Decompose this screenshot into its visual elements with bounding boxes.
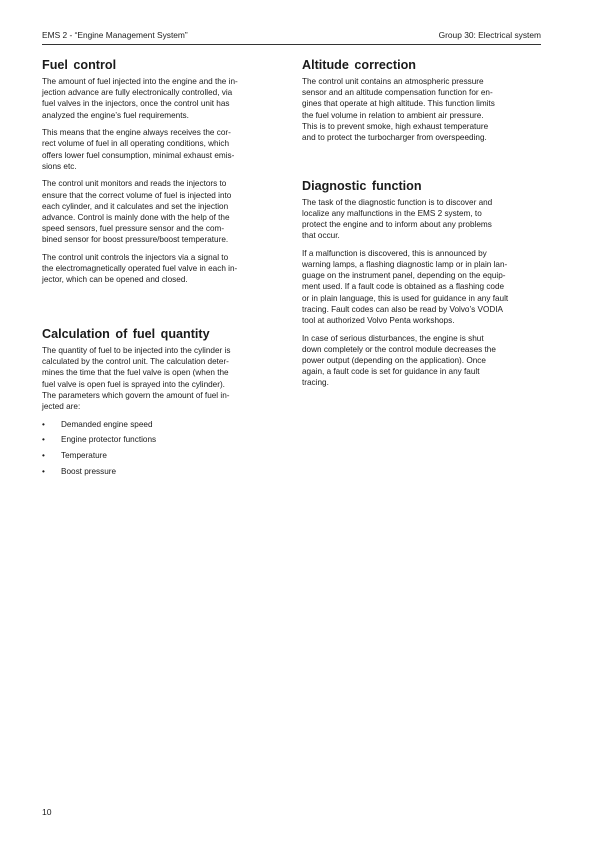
text-line: In case of serious disturbances, the engine is shut (302, 333, 484, 343)
text-line: The amount of fuel injected into the engine and the in- (42, 77, 238, 86)
text-line: bined sensor for boost pressure/boost temperature. (42, 235, 229, 245)
diagnostic-paragraph-3 (302, 333, 535, 389)
text-line: down completely or the control module decreases the (302, 344, 496, 354)
text-line: ensure that the correct volume of fuel is injected into (42, 190, 232, 200)
list-item (42, 434, 275, 445)
bullet-icon: • (42, 435, 45, 445)
fuel-parameters-list (42, 419, 275, 478)
text-line: jection advance are fully electronically controlled, via (42, 88, 233, 98)
text-line: offers lower fuel consumption, minimal exhaust emis- (42, 150, 235, 160)
fuel-control-section (42, 58, 275, 286)
text-line: The parameters which govern the amount of fuel in- (42, 390, 230, 400)
text-line: sensor and an altitude compensation function for en- (302, 88, 493, 98)
altitude-paragraph (302, 76, 535, 143)
diagnostic-section (302, 179, 535, 389)
bullet-icon: • (42, 419, 45, 429)
text-line: each cylinder, and it calculates and set the injection (42, 201, 229, 211)
text-line: The quantity of fuel to be injected into the cylinder is (42, 346, 231, 356)
text-line: localize any malfunctions in the EMS 2 system, to (302, 208, 482, 218)
text-line: guage on the instrument panel, depending on the equip- (302, 271, 506, 281)
altitude-section (302, 58, 535, 143)
text-line: tracing. (302, 378, 329, 388)
header-rule (42, 44, 541, 45)
fuel-control-heading: Fuel control (42, 58, 117, 72)
list-item-text: Demanded engine speed (61, 419, 153, 429)
text-line: speed sensors, fuel pressure sensor and the com- (42, 224, 225, 234)
text-line: jector, which can be opened and closed. (42, 275, 188, 285)
text-line: advance. Control is mainly done with the help of the (42, 213, 230, 223)
text-line: tracing. Fault codes can also be read by Volvo’s VODIA (302, 304, 504, 314)
diagnostic-heading: Diagnostic function (302, 178, 422, 193)
fuel-control-paragraph-3 (42, 178, 275, 245)
text-line: ment used. If a fault code is obtained as a flashing code (302, 282, 505, 292)
text-line: jected are: (42, 402, 81, 412)
text-line: fuel valves in the injectors, once the control unit has (42, 99, 230, 109)
list-item-text: Engine protector functions (61, 435, 157, 445)
text-line: The task of the diagnostic function is to discover and (302, 197, 493, 207)
fuel-control-paragraph-4 (42, 252, 275, 286)
text-line: rect volume of fuel in all operating conditions, which (42, 139, 230, 149)
text-line: sions etc. (42, 161, 77, 171)
text-line: warning lamps, a flashing diagnostic lamp or in plain lan- (302, 260, 508, 270)
left-column (42, 58, 275, 482)
text-line: This is to prevent smoke, high exhaust temperature (302, 121, 489, 131)
text-line: again, a fault code is set for guidance in any fault (302, 367, 480, 377)
text-line: analyzed the engine’s fuel requirements. (42, 110, 189, 120)
fuel-quantity-paragraph (42, 345, 275, 412)
bullet-icon: • (42, 467, 45, 477)
text-line: power output (depending on the application). Once (302, 356, 486, 366)
running-header-right: Group 30: Electrical system (438, 30, 541, 40)
diagnostic-paragraph-1 (302, 197, 535, 242)
list-item-text: Boost pressure (61, 467, 117, 477)
list-item (42, 419, 275, 430)
list-item (42, 450, 275, 461)
fuel-quantity-heading: Calculation of fuel quantity (42, 327, 210, 342)
text-line: If a malfunction is discovered, this is announced by (302, 248, 487, 258)
diagnostic-paragraph-2 (302, 248, 535, 326)
section-spacer (42, 292, 275, 327)
running-header-left: EMS 2 - “Engine Management System” (42, 30, 188, 40)
text-line: The control unit contains an atmospheric pressure (302, 77, 484, 86)
fuel-quantity-section (42, 327, 275, 477)
text-line: protect the engine and to inform about any problems (302, 220, 492, 230)
text-line: tool at authorized Volvo Penta workshops. (302, 316, 455, 326)
text-line: or in plain language, this is used for guidance in any fault (302, 293, 509, 303)
text-line: calculated by the control unit. The calculation deter- (42, 357, 229, 367)
text-line: that occur. (302, 231, 340, 241)
list-item (42, 466, 275, 477)
text-line: the electromagnetically operated fuel valve in each in- (42, 264, 238, 274)
fuel-control-paragraph-1 (42, 76, 275, 121)
bullet-icon: • (42, 451, 45, 461)
altitude-heading: Altitude correction (302, 58, 416, 72)
page-number: 10 (42, 807, 52, 817)
text-line: fuel valve is open fuel is sprayed into the cylinder). (42, 379, 225, 389)
text-line: and to protect the turbocharger from overspeeding. (302, 133, 487, 143)
text-line: mines the time that the fuel valve is open (when the (42, 368, 229, 378)
text-line: the fuel volume in relation to ambient air pressure. (302, 110, 484, 120)
text-line: The control unit monitors and reads the injectors to (42, 179, 227, 189)
list-item-text: Temperature (61, 451, 107, 461)
section-spacer (302, 150, 535, 179)
fuel-control-paragraph-2 (42, 127, 275, 172)
right-column (302, 58, 535, 395)
text-line: gines that operate at high altitude. This function limits (302, 99, 495, 109)
text-line: The control unit controls the injectors via a signal to (42, 253, 229, 263)
text-line: This means that the engine always receives the cor- (42, 128, 231, 138)
